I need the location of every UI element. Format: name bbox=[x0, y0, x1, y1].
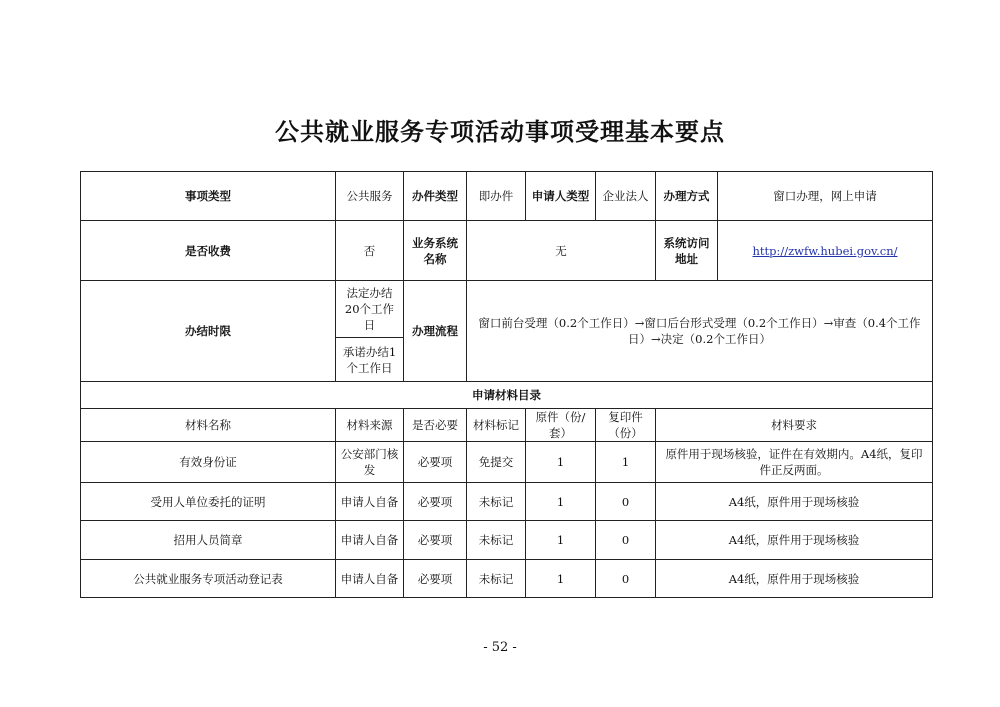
material-required: 必要项 bbox=[404, 521, 467, 560]
material-required: 必要项 bbox=[404, 560, 467, 598]
material-requirement: A4纸，原件用于现场核验 bbox=[656, 521, 933, 560]
materials-section-row bbox=[81, 382, 933, 409]
material-copy: 1 bbox=[596, 442, 656, 483]
material-mark: 未标记 bbox=[467, 521, 526, 560]
process-value: 窗口前台受理（0.2个工作日）→窗口后台形式受理（0.2个工作日）→审查（0.4个工作日）→决定（0.2个工作日） bbox=[467, 281, 933, 382]
system-url-link[interactable]: http://zwfw.hubei.gov.cn/ bbox=[752, 243, 898, 258]
material-mark: 未标记 bbox=[467, 483, 526, 521]
material-source: 申请人自备 bbox=[336, 560, 404, 598]
handle-type-value: 即办件 bbox=[467, 172, 526, 221]
material-copy: 0 bbox=[596, 521, 656, 560]
header-source: 材料来源 bbox=[336, 409, 404, 442]
header-required: 是否必要 bbox=[404, 409, 467, 442]
handle-method-label: 办理方式 bbox=[656, 172, 718, 221]
system-url-label: 系统访问地址 bbox=[656, 221, 718, 281]
system-name-value: 无 bbox=[467, 221, 656, 281]
system-url-cell bbox=[718, 221, 933, 281]
material-requirement: 原件用于现场核验，证件在有效期内。A4纸，复印件正反两面。 bbox=[656, 442, 933, 483]
fee-label: 是否收费 bbox=[81, 221, 336, 281]
header-copy: 复印件（份） bbox=[596, 409, 656, 442]
material-original: 1 bbox=[526, 483, 596, 521]
material-source: 公安部门核发 bbox=[336, 442, 404, 483]
system-name-label: 业务系统名称 bbox=[404, 221, 467, 281]
applicant-type-label: 申请人类型 bbox=[526, 172, 596, 221]
header-mark: 材料标记 bbox=[467, 409, 526, 442]
material-requirement: A4纸，原件用于现场核验 bbox=[656, 560, 933, 598]
applicant-type-value: 企业法人 bbox=[596, 172, 656, 221]
header-name: 材料名称 bbox=[81, 409, 336, 442]
material-name: 招用人员简章 bbox=[81, 521, 336, 560]
material-original: 1 bbox=[526, 442, 596, 483]
table-row bbox=[81, 442, 933, 483]
info-row-fee bbox=[81, 221, 933, 281]
promised-deadline: 承诺办结1个工作日 bbox=[336, 338, 404, 382]
material-mark: 免提交 bbox=[467, 442, 526, 483]
material-source: 申请人自备 bbox=[336, 483, 404, 521]
requirements-table bbox=[80, 171, 933, 598]
deadline-label: 办结时限 bbox=[81, 281, 336, 382]
materials-header-row bbox=[81, 409, 933, 442]
material-requirement: A4纸，原件用于现场核验 bbox=[656, 483, 933, 521]
item-type-value: 公共服务 bbox=[336, 172, 404, 221]
table-row bbox=[81, 521, 933, 560]
material-required: 必要项 bbox=[404, 483, 467, 521]
material-copy: 0 bbox=[596, 483, 656, 521]
material-required: 必要项 bbox=[404, 442, 467, 483]
process-label: 办理流程 bbox=[404, 281, 467, 382]
material-source: 申请人自备 bbox=[336, 521, 404, 560]
info-row-deadline bbox=[81, 281, 933, 338]
fee-value: 否 bbox=[336, 221, 404, 281]
material-mark: 未标记 bbox=[467, 560, 526, 598]
page-title: 公共就业服务专项活动事项受理基本要点 bbox=[275, 118, 725, 146]
page-number: - 52 - bbox=[483, 640, 517, 655]
material-name: 受用人单位委托的证明 bbox=[81, 483, 336, 521]
material-original: 1 bbox=[526, 560, 596, 598]
handle-method-value: 窗口办理，网上申请 bbox=[718, 172, 933, 221]
materials-section-title: 申请材料目录 bbox=[81, 382, 933, 409]
handle-type-label: 办件类型 bbox=[404, 172, 467, 221]
info-row-type bbox=[81, 172, 933, 221]
material-original: 1 bbox=[526, 521, 596, 560]
table-row bbox=[81, 560, 933, 598]
header-requirement: 材料要求 bbox=[656, 409, 933, 442]
item-type-label: 事项类型 bbox=[81, 172, 336, 221]
material-copy: 0 bbox=[596, 560, 656, 598]
header-original: 原件（份/套） bbox=[526, 409, 596, 442]
legal-deadline: 法定办结20个工作日 bbox=[336, 281, 404, 338]
material-name: 公共就业服务专项活动登记表 bbox=[81, 560, 336, 598]
table-row bbox=[81, 483, 933, 521]
material-name: 有效身份证 bbox=[81, 442, 336, 483]
